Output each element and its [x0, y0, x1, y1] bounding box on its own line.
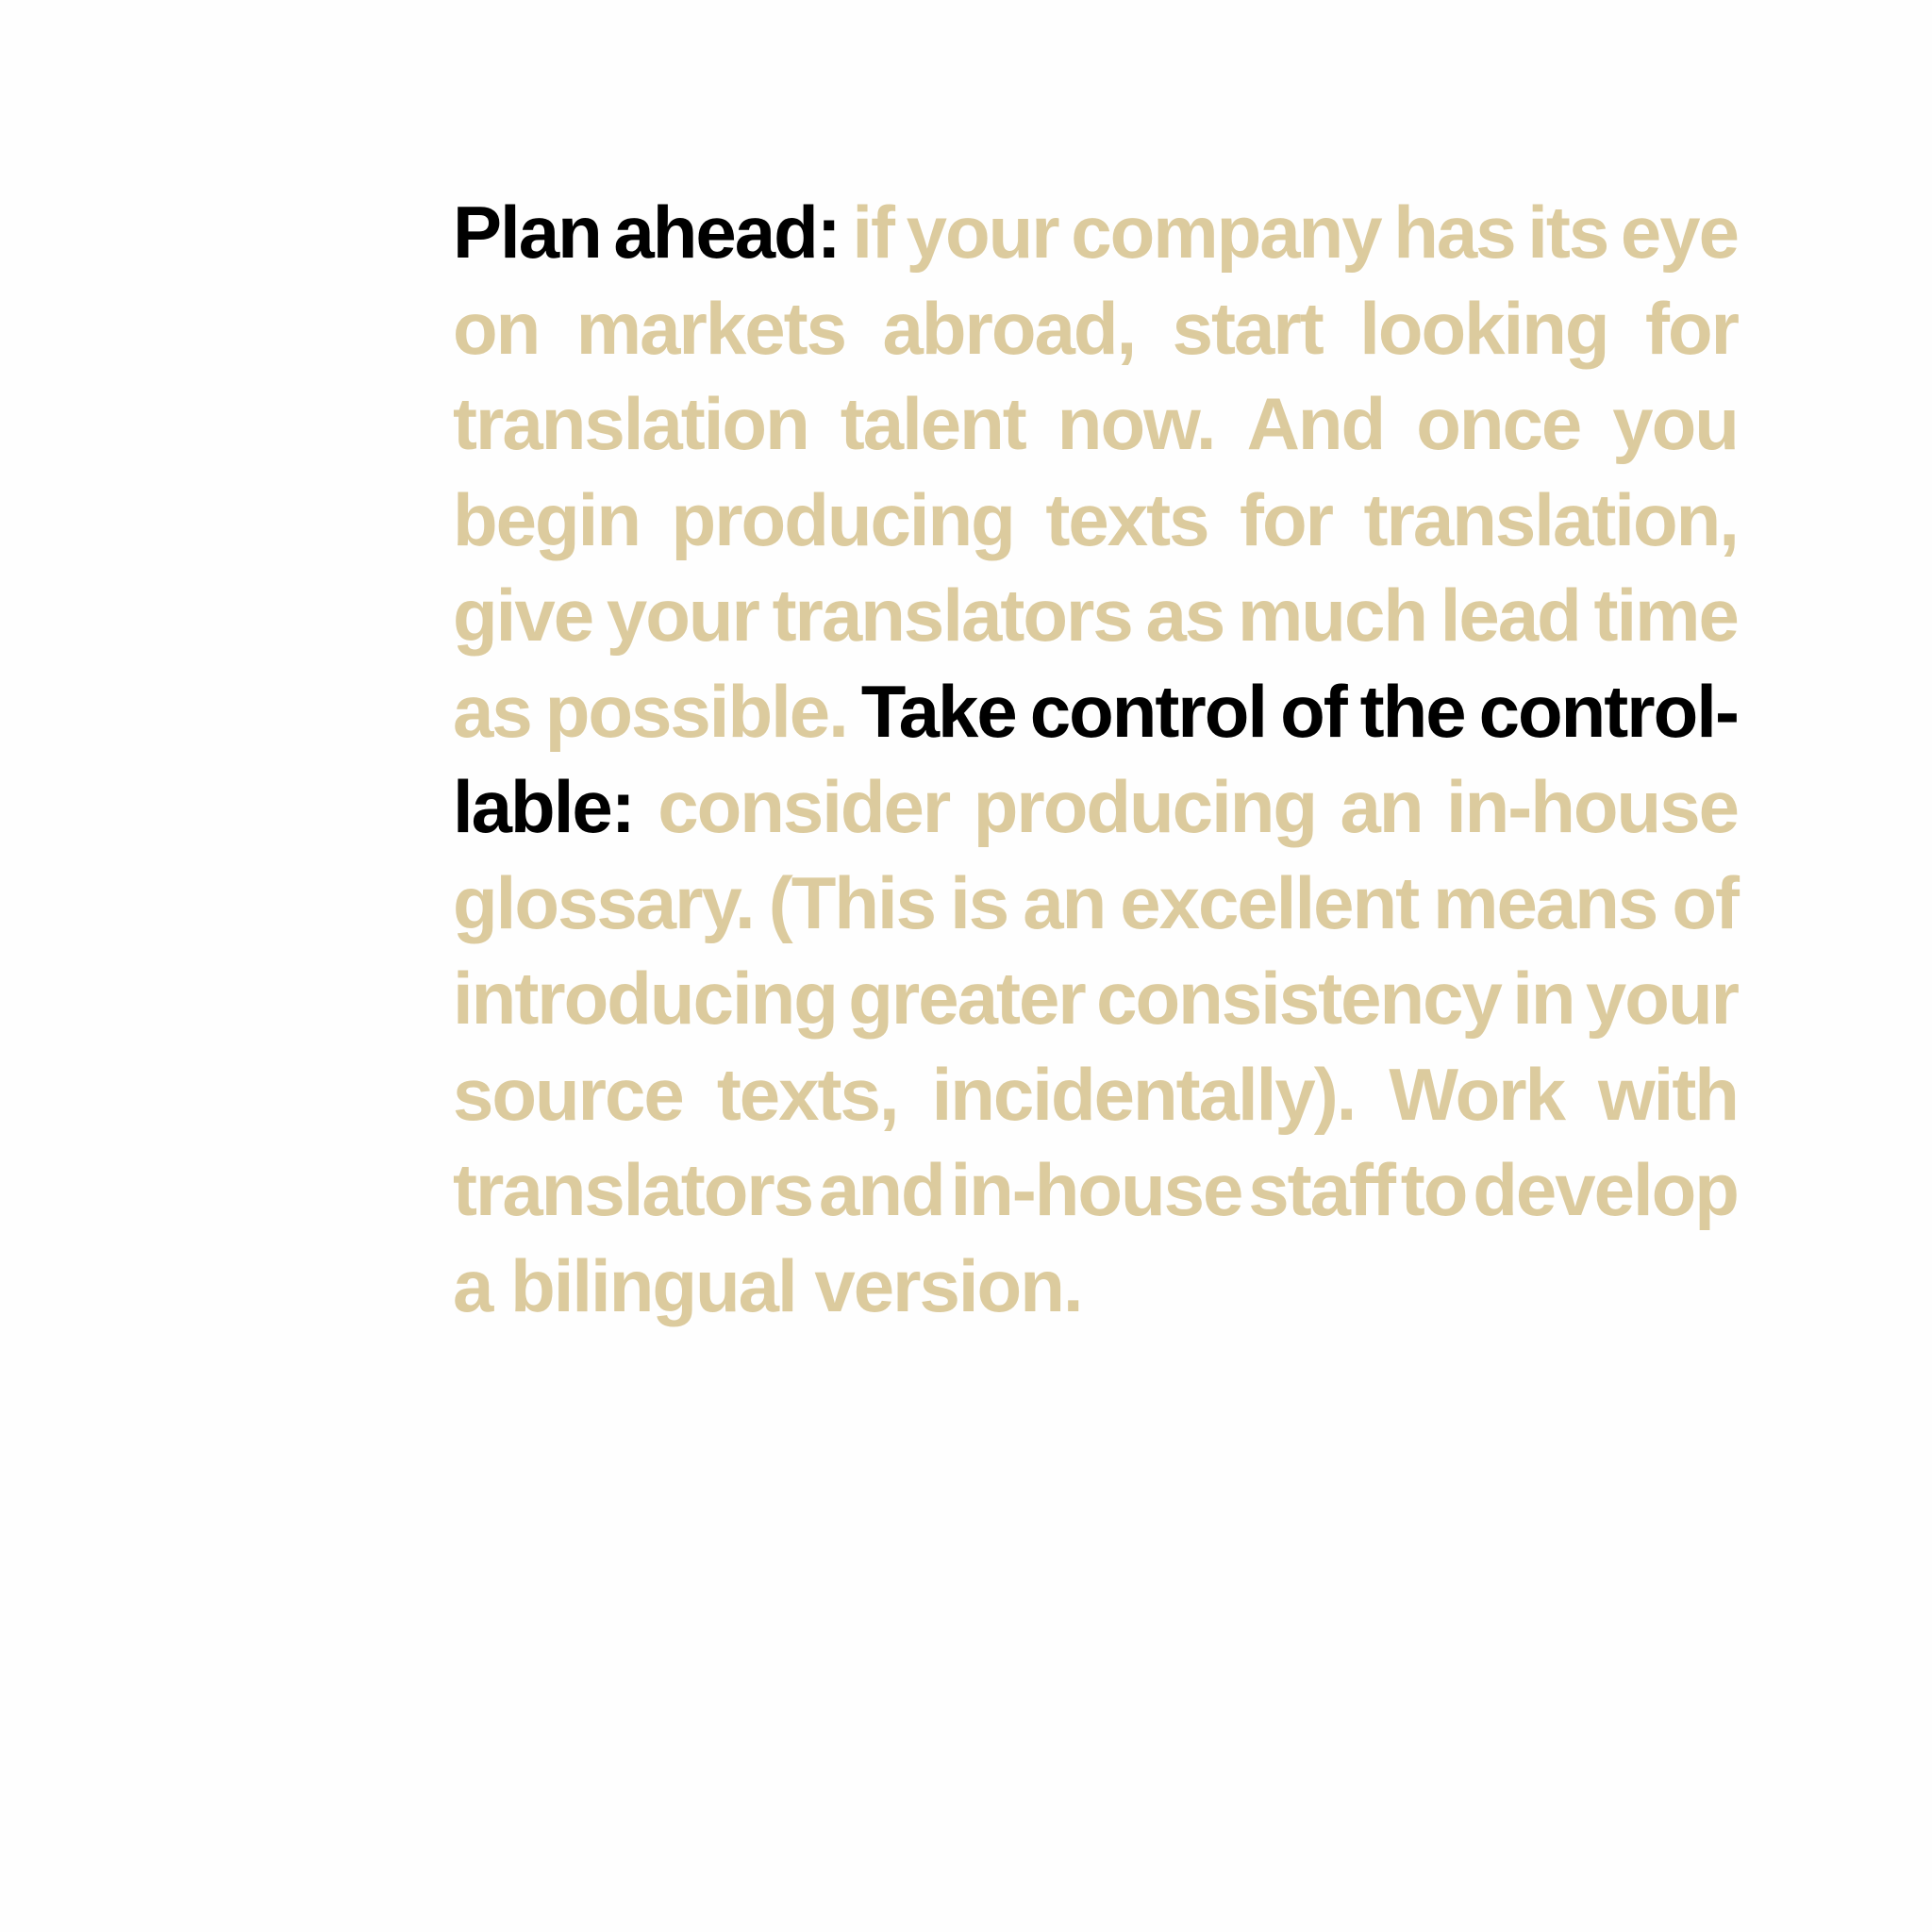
heading-word: lable:	[453, 765, 634, 848]
body-word: lead	[1440, 574, 1580, 657]
body-word: possible.	[544, 670, 847, 753]
body-word: its	[1527, 191, 1608, 274]
body-word: staff	[1248, 1148, 1394, 1231]
body-word: much	[1237, 574, 1426, 657]
body-word: is	[950, 861, 1008, 944]
body-word: for	[1240, 478, 1332, 561]
body-word: an	[1340, 765, 1423, 848]
body-word: excellent	[1120, 861, 1419, 944]
body-word: looking	[1359, 287, 1608, 370]
body-word: greater	[848, 957, 1085, 1040]
word-space	[491, 1239, 510, 1334]
text-line	[453, 376, 1738, 472]
body-word: company	[1071, 191, 1381, 274]
heading-word: control	[1029, 670, 1267, 753]
body-word: a	[453, 1244, 492, 1327]
body-word: source	[453, 1053, 683, 1136]
body-word: translators	[453, 1148, 813, 1231]
text-line	[453, 1142, 1738, 1238]
text-line	[453, 473, 1738, 568]
body-word: glossary.	[453, 861, 754, 944]
body-word: And	[1246, 382, 1385, 465]
body-paragraph	[453, 185, 1738, 1336]
body-word: producing	[973, 765, 1317, 848]
body-word: give	[453, 574, 593, 657]
body-word: time	[1593, 574, 1738, 657]
body-word: markets	[575, 287, 845, 370]
body-word: means	[1433, 861, 1657, 944]
body-word: in	[1512, 957, 1574, 1040]
text-line	[453, 664, 1738, 759]
body-word: in-house	[1445, 765, 1738, 848]
body-word: version.	[814, 1244, 1082, 1327]
body-word: translation,	[1363, 478, 1738, 561]
body-word: texts,	[716, 1053, 898, 1136]
body-word: once	[1416, 382, 1581, 465]
text-line	[453, 759, 1738, 855]
body-word: develop	[1473, 1148, 1738, 1231]
text-line	[453, 856, 1738, 951]
body-word: your	[906, 191, 1058, 274]
body-word: start	[1172, 287, 1323, 370]
body-word: to	[1400, 1148, 1467, 1231]
heading-word: ahead:	[613, 191, 840, 274]
body-word: eye	[1620, 191, 1738, 274]
body-word: (This	[768, 861, 936, 944]
body-word: on	[453, 287, 540, 370]
body-word: as	[1145, 574, 1224, 657]
text-line	[453, 568, 1738, 663]
text-line	[453, 281, 1738, 376]
body-word: your	[606, 574, 758, 657]
heading-word: Take	[860, 670, 1016, 753]
heading-word: of	[1280, 670, 1346, 753]
body-word: consider	[658, 765, 950, 848]
body-word: Work	[1389, 1053, 1564, 1136]
body-word: your	[1585, 957, 1738, 1040]
body-word: with	[1597, 1053, 1738, 1136]
body-word: begin	[453, 478, 640, 561]
body-word: now.	[1057, 382, 1215, 465]
body-word: as	[453, 670, 531, 753]
body-word: you	[1612, 382, 1738, 465]
heading-word: Plan	[453, 191, 601, 274]
body-word: of	[1672, 861, 1738, 944]
body-word: and	[818, 1148, 944, 1231]
heading-word: control-	[1478, 670, 1738, 753]
word-space	[796, 1239, 815, 1334]
text-line	[453, 1239, 1738, 1334]
body-word: bilingual	[510, 1244, 796, 1327]
body-word: talent	[840, 382, 1025, 465]
body-word: if	[852, 191, 893, 274]
text-line	[453, 1047, 1738, 1142]
body-word: consistency	[1096, 957, 1501, 1040]
body-word: abroad,	[882, 287, 1136, 370]
text-line	[453, 951, 1738, 1046]
body-word: translation	[453, 382, 808, 465]
body-word: an	[1023, 861, 1106, 944]
body-word: has	[1393, 191, 1515, 274]
body-word: translators	[772, 574, 1132, 657]
body-word: texts	[1045, 478, 1208, 561]
body-word: for	[1644, 287, 1738, 370]
text-line	[453, 185, 1738, 280]
body-word: incidentally).	[931, 1053, 1356, 1136]
body-word: in-house	[950, 1148, 1242, 1231]
body-word: producing	[671, 478, 1014, 561]
body-word: introducing	[453, 957, 837, 1040]
heading-word: the	[1359, 670, 1465, 753]
